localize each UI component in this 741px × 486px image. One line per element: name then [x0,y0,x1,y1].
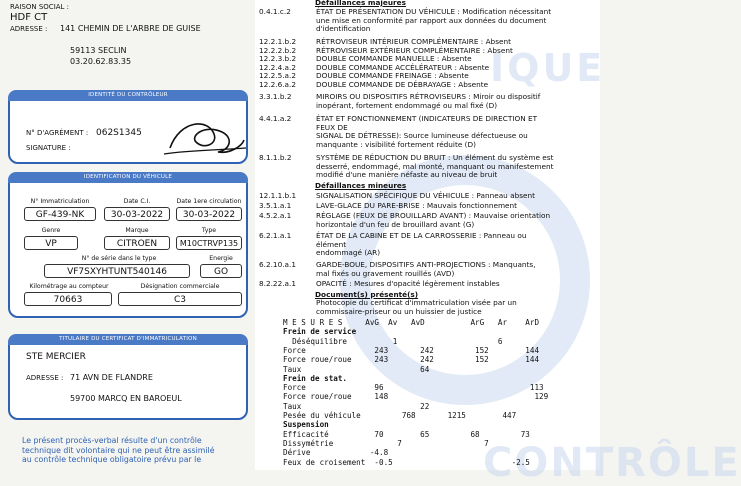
measures-row: Frein de service [283,327,357,337]
defect-row: 12.1.1.b.1 SIGNALISATION SPÉCIFIQUE DU VÉHICULE : Panneau absent [259,191,535,200]
defect-row: 8.2.22.a.1 OPACITÉ : Mesures d'opacité légèrement instables [259,279,500,288]
defect-row: 4.4.1.a.2 ÉTAT ET FONCTIONNEMENT (INDICATEURS DE DIRECTION ET [259,114,538,123]
defect-row: 12.2.6.a.2 DOUBLE COMMANDE DE DÉBRAYAGE : Absente [259,80,489,89]
holder-address-label: ADRESSE : [26,374,64,382]
vehicle-panel [8,172,248,318]
immat-label: N° Immatriculation [30,198,90,205]
defect-row: manquante : visibilité fortement réduite (D) [316,139,476,149]
defect-row: 0.4.1.c.2 ÉTAT DE PRÉSENTATION DU VÉHICULE : Modification nécessitant [259,7,552,16]
genre-label: Genre [41,227,61,234]
signature-label: SIGNATURE : [26,144,71,152]
raison-label: RAISON SOCIAL : [10,3,70,11]
measures-row: Force 96 113 [283,383,544,393]
date-first-label: Date 1ere circulation [176,198,242,205]
signature-image [160,110,248,160]
controller-title: IDENTITÉ DU CONTRÔLEUR [8,90,248,101]
holder-address-line1: 71 AVN DE FLANDRE [70,373,153,382]
controller-panel [8,90,248,164]
designation-field: C3 [118,292,242,306]
documents-title: Document(s) présenté(s) [315,290,419,299]
footer-note-line1: Le présent procès-verbal résulte d'un contrôle [22,436,202,445]
watermark-top: IQUE [490,46,606,90]
type-field: M10CTRVP135 [176,236,242,250]
defect-row: 12.2.2.b.2 RÉTROVISEUR EXTÉRIEUR COMPLÉMENTAIRE : Absent [259,45,513,55]
agrement-value: 062S1345 [96,128,142,138]
left-column [0,0,252,470]
km-label: Kilométrage au compteur [29,283,109,290]
document-line: Photocopie du certificat d'immatriculation visée par un [316,298,517,307]
document-line: commissaire-priseur ou un huissier de justice [316,306,482,316]
measures-row: Taux 22 [283,401,430,411]
date-ci-label: Date C.I. [123,198,151,205]
energie-label: Energie [209,255,233,262]
genre-field: VP [24,236,78,250]
defect-row: 3.5.1.a.1 LAVE-GLACE DU PARE-BRISE : Mauvais fonctionnement [259,201,518,210]
km-field: 70663 [24,292,112,306]
measures-row: Force 243 242 152 144 [283,345,540,355]
designation-label: Désignation commerciale [140,283,220,290]
defect-row: desserré, endommagé, mal monté, manquant ou manifestement [316,161,554,171]
immat-field: GF-439-NK [24,207,96,221]
results-column [255,0,741,486]
date-first-field: 30-03-2022 [176,207,242,221]
defect-row: 4.5.2.a.1 RÉGLAGE (FEUX DE BROUILLARD AVANT) : Mauvaise orientation [259,211,551,220]
mineures-title: Défaillances mineures [315,181,407,190]
defect-row: inopérant, fortement endommagé ou mal fixé (D) [316,100,498,110]
defect-row: modifié d'une manière néfaste au niveau de bruit [316,170,498,180]
holder-panel [8,334,248,420]
defect-row: 6.2.1.a.1 ÉTAT DE LA CABINE ET DE LA CARROSSERIE : Panneau ou [259,231,527,240]
company-name: HDF CT [10,12,48,23]
defect-row: endommagé (AR) [316,248,381,258]
measures-row: Suspension [283,420,329,430]
defect-row: mal fixés ou gravement rouillés (AVD) [316,268,455,278]
holder-address-line2: 59700 MARCQ EN BAROEUL [70,394,182,403]
measures-row: Déséquilibre 1 6 [283,336,503,346]
watermark-bottom: CONTRÔLE [483,440,741,486]
type-label: Type [201,227,217,234]
holder-name: STE MERCIER [26,352,86,362]
measures-row: Taux 64 [283,364,430,374]
footer-note-line3: au contrôle technique obligatoire prévu par le [22,455,202,464]
defect-row: 12.2.5.a.2 DOUBLE COMMANDE FREINAGE : Absente [259,71,469,81]
defect-row: 3.3.1.b.2 MIROIRS OU DISPOSITIFS RÉTROVISEURS : Miroir ou dispositif [259,92,541,101]
defect-row: d'identification [316,24,371,34]
measures-row: Feux de croisement -0.5 -2.5 [283,457,530,467]
defect-row: horizontale d'un feu de brouillard avant (G) [316,219,475,229]
date-ci-field: 30-03-2022 [104,207,170,221]
defect-row: FEUX DE [316,122,348,132]
measures-row: Force roue/roue 148 129 [283,392,549,402]
defect-row: une mise en conformité par rapport aux données du document [316,15,547,25]
measures-row: Pesée du véhicule 768 1215 447 [283,411,517,420]
measures-row: Dissymétrie 7 7 [283,438,489,448]
vehicle-title: IDENTIFICATION DU VÉHICULE [8,172,248,183]
serie-label: N° de série dans le type [81,255,157,262]
footer-note-line2: technique dit volontaire qui ne peut être assimilé [22,445,215,455]
owner-address-label: ADRESSE : [10,25,48,33]
footer-note [22,436,215,465]
owner-address-line2: 59113 SECLIN [70,46,127,55]
measures-row: Frein de stat. [283,373,348,383]
defect-row: 12.2.1.b.2 RÉTROVISEUR INTÉRIEUR COMPLÉMENTAIRE : Absent [259,37,511,46]
holder-title: TITULAIRE DU CERTIFICAT D'IMMATRICULATION [8,334,248,345]
owner-phone: 03.20.62.83.35 [70,57,132,66]
defect-row: 8.1.1.b.2 SYSTÈME DE RÉDUCTION DU BRUIT : Un élément du système est [259,153,554,162]
energie-field: GO [200,264,242,278]
defect-row: élément [316,239,347,249]
agrement-label: N° D'AGRÉMENT : [26,129,89,137]
measures-row: Force roue/roue 243 242 152 144 [283,355,540,365]
defect-row: 12.2.3.b.2 DOUBLE COMMANDE MANUELLE : Absente [259,54,472,64]
owner-address-line1: 141 CHEMIN DE L'ARBRE DE GUISE [60,24,201,33]
measures-header: M E S U R E S AvG Av AvD ArG Ar ArD [283,318,540,327]
serie-field: VF7SXYHTUNT540146 [44,264,190,278]
defect-row: 12.2.4.a.2 DOUBLE COMMANDE ACCÉLÉRATEUR : Absente [259,62,490,72]
measures-row: Dérive -4.8 [283,448,389,458]
majeures-title: Défaillances majeures [315,0,406,7]
measures-row: Efficacité 70 65 68 73 [283,429,530,439]
marque-field: CITROEN [104,236,170,250]
defect-row: SIGNAL DE DÉTRESSE): Source lumineuse défectueuse ou [316,131,528,141]
defect-row: 6.2.10.a.1 GARDE-BOUE, DISPOSITIFS ANTI-PROJECTIONS : Manquants, [259,260,536,269]
marque-label: Marque [125,227,149,234]
